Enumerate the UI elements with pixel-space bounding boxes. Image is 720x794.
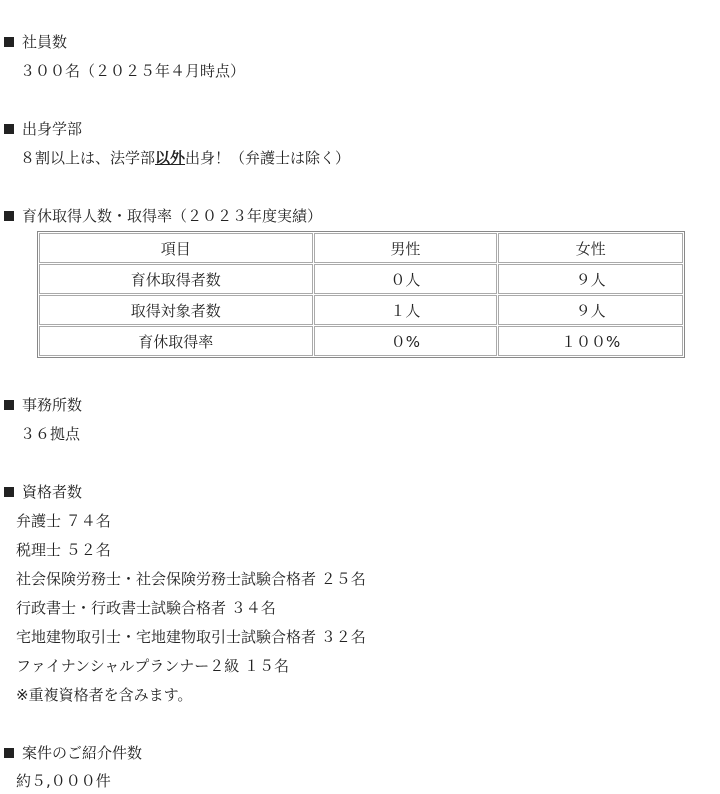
table-cell: ０人 (314, 264, 498, 294)
section-title: 出身学部 (22, 120, 83, 138)
section-heading-childcare-leave (4, 204, 322, 228)
education-text (20, 146, 350, 170)
table-cell: 育休取得率 (39, 326, 313, 356)
qualification-item: 税理士 ５２名 (16, 541, 111, 559)
section-heading-offices (4, 393, 82, 417)
square-bullet-icon (4, 400, 14, 410)
section-title: 案件のご紹介件数 (22, 744, 143, 762)
section-heading-qualifications (4, 480, 82, 504)
table-row (39, 295, 683, 325)
table-header-cell: 男性 (314, 233, 498, 263)
section-title: 事務所数 (22, 396, 83, 414)
qualification-item: 行政書士・行政書士試験合格者 ３４名 (16, 599, 276, 617)
employees-value: ３００名（２０２５年４月時点） (20, 62, 246, 80)
education-text-before: ８割以上は、法学部 (20, 149, 156, 167)
table-cell: １００% (498, 326, 683, 356)
education-text-after: 出身！（弁護士は除く） (185, 149, 351, 167)
table-row (39, 326, 683, 356)
section-title: 社員数 (22, 33, 68, 51)
qualification-item: 弁護士 ７４名 (16, 512, 111, 530)
section-heading-employees (4, 30, 67, 54)
table-cell: 育休取得者数 (39, 264, 313, 294)
square-bullet-icon (4, 487, 14, 497)
qualification-item: 宅地建物取引士・宅地建物取引士試験合格者 ３２名 (16, 628, 366, 646)
table-cell: ９人 (498, 295, 683, 325)
square-bullet-icon (4, 748, 14, 758)
section-title: 育休取得人数・取得率（２０２３年度実績） (22, 207, 323, 225)
table-cell: ０% (314, 326, 498, 356)
section-heading-referrals (4, 741, 142, 765)
section-title: 資格者数 (22, 483, 83, 501)
table-header-row (39, 233, 683, 263)
table-header-cell: 項目 (39, 233, 313, 263)
referrals-value: 約５,０００件 (16, 772, 111, 790)
table-header-cell: 女性 (498, 233, 683, 263)
section-heading-education (4, 117, 82, 141)
table-cell: ９人 (498, 264, 683, 294)
table-row (39, 264, 683, 294)
square-bullet-icon (4, 124, 14, 134)
qualification-item: 社会保険労務士・社会保険労務士試験合格者 ２５名 (16, 570, 366, 588)
qualification-item: ファイナンシャルプランナー２級 １５名 (16, 657, 290, 675)
childcare-leave-table (37, 231, 685, 358)
table-cell: １人 (314, 295, 498, 325)
offices-value: ３６拠点 (20, 425, 81, 443)
square-bullet-icon (4, 37, 14, 47)
square-bullet-icon (4, 211, 14, 221)
qualification-note: ※重複資格者を含みます。 (16, 686, 193, 704)
table-cell: 取得対象者数 (39, 295, 313, 325)
education-text-emphasis: 以外 (155, 149, 186, 167)
